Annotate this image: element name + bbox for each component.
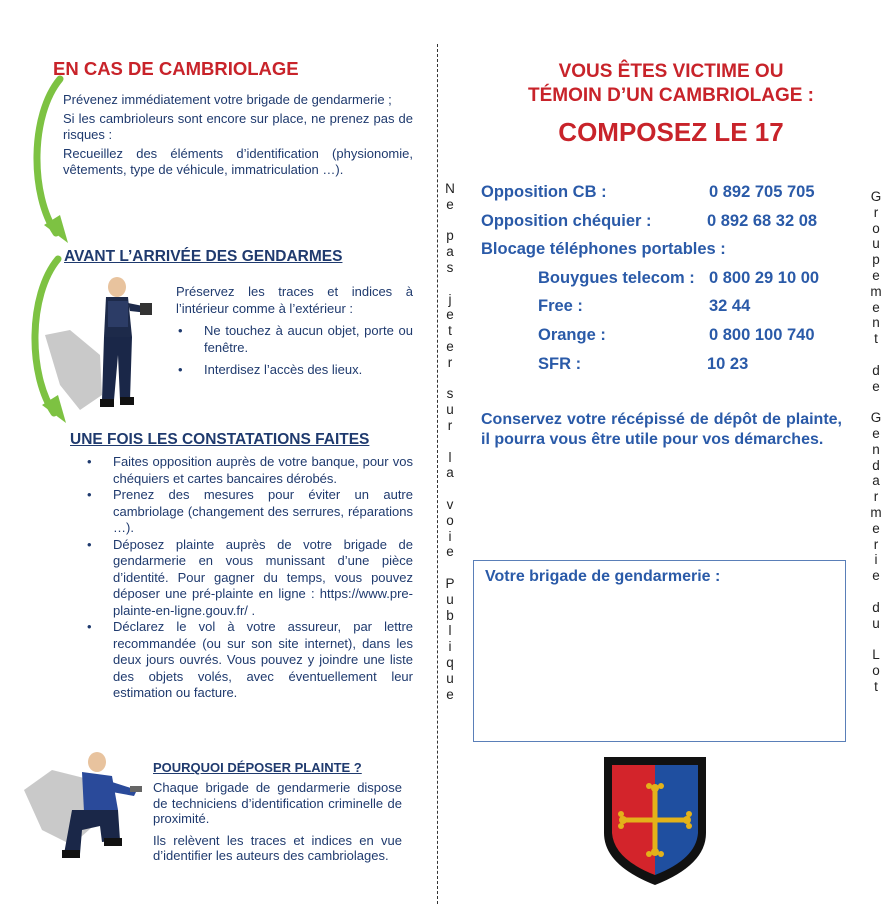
vertical-char: d <box>872 457 880 473</box>
compose-17-heading: COMPOSEZ LE 17 <box>558 117 784 147</box>
vertical-char: G <box>870 410 882 426</box>
vertical-char: t <box>874 678 878 694</box>
why-block <box>153 780 402 864</box>
intro-paragraph-1: Prévenez immédiatement votre brigade de gendarmerie ; <box>63 92 392 107</box>
vertical-char: q <box>446 654 454 670</box>
vertical-char <box>442 434 458 450</box>
vertical-char: r <box>873 489 879 505</box>
vertical-char: n <box>872 315 880 331</box>
operator-label: SFR : <box>538 355 582 373</box>
vertical-char: d <box>872 362 880 378</box>
vertical-char: e <box>446 544 454 560</box>
vertical-char: s <box>446 259 454 275</box>
vertical-char: a <box>446 244 454 260</box>
vertical-text-voie-publique <box>442 181 458 702</box>
intro-paragraph-3: Recueillez des éléments d’identification (physionomie, vêtements, type de véhicule, immatriculation …). <box>63 145 413 177</box>
intro-block <box>63 92 413 179</box>
vertical-char <box>868 394 884 410</box>
phone-label-cheque: Opposition chéquier : <box>481 212 652 230</box>
vertical-char: i <box>874 552 878 568</box>
vertical-char: P <box>445 575 455 591</box>
vertical-char: e <box>872 267 880 283</box>
vertical-char: e <box>872 425 880 441</box>
vertical-char: r <box>447 417 453 433</box>
why-paragraph: Ils relèvent les traces et indices en vue d’identifier les auteurs des cambriolages. <box>153 832 402 863</box>
vertical-char: L <box>872 647 880 663</box>
vertical-char: j <box>448 291 452 307</box>
vertical-char: r <box>873 536 879 552</box>
gendarme-technician-illustration <box>22 750 147 870</box>
vertical-char: e <box>872 520 880 536</box>
fold-divider <box>437 44 438 904</box>
vertical-char: N <box>445 181 455 196</box>
vertical-char: e <box>446 686 454 702</box>
section-title-constatations: UNE FOIS LES CONSTATATIONS FAITES <box>70 431 370 448</box>
operator-number[interactable]: 32 44 <box>709 297 751 315</box>
vertical-char: r <box>873 204 879 220</box>
vertical-char <box>442 371 458 387</box>
brigade-box <box>473 560 846 742</box>
vertical-char: e <box>446 196 454 212</box>
vertical-char: u <box>872 236 880 252</box>
operator-number[interactable]: 10 23 <box>707 355 749 373</box>
after-item: • Prenez des mesures pour éviter un autre cambriolage (changement des serrures, réparations …). <box>85 487 413 537</box>
vertical-char <box>442 213 458 229</box>
after-block <box>85 454 413 702</box>
before-item: • Ne touchez à aucun objet, porte ou fenêtre. <box>176 323 413 356</box>
vertical-char: e <box>872 299 880 315</box>
vertical-char: l <box>448 449 452 465</box>
before-block <box>176 284 413 379</box>
phone-number-cb[interactable]: 0 892 705 705 <box>709 183 815 201</box>
before-item: • Interdisez l’accès des lieux. <box>176 362 413 379</box>
vertical-char: p <box>446 228 454 244</box>
vertical-text-groupement <box>868 189 884 695</box>
vertical-char: e <box>446 307 454 323</box>
vertical-char: t <box>874 331 878 347</box>
victim-heading-line: VOUS ÊTES VICTIME OU <box>558 61 784 82</box>
vertical-char: e <box>872 568 880 584</box>
vertical-char: d <box>872 599 880 615</box>
after-item: • Déposez plainte auprès de votre brigade de gendarmerie en vous munissant d’une pièce d’identité. Pour gagner du temps, vous pouvez déposer une pré-plainte en ligne : https://www.pre-plainte-en-ligne.gouv.fr/ . <box>85 537 413 620</box>
section-title-avant: AVANT L’ARRIVÉE DES GENDARMES <box>64 248 343 265</box>
operator-number[interactable]: 0 800 100 740 <box>709 326 815 344</box>
vertical-char: r <box>447 354 453 370</box>
after-item: • Faites opposition auprès de votre banque, pour vos chéquiers et cartes bancaires dérobés. <box>85 454 413 487</box>
after-item: • Déclarez le vol à votre assureur, par lettre recommandée (ou sur son site internet), dans les deux jours ouvrés. Vous pouvez y joindre une liste des objets volés, avec éventuellement leur estimation ou facture. <box>85 619 413 702</box>
vertical-char: u <box>446 402 454 418</box>
vertical-char: e <box>872 378 880 394</box>
vertical-char: l <box>448 623 452 639</box>
mobile-block-title: Blocage téléphones portables : <box>481 240 726 258</box>
phone-number-cheque[interactable]: 0 892 68 32 08 <box>707 212 818 230</box>
keep-receipt-text: Conservez votre récépissé de dépôt de plainte, il pourra vous être utile pour vos démarches. <box>481 411 842 448</box>
vertical-char: u <box>446 591 454 607</box>
before-intro: Préservez les traces et indices à l’intérieur comme à l’extérieur : <box>176 284 413 316</box>
phone-label-cb: Opposition CB : <box>481 183 607 201</box>
vertical-char: b <box>446 607 454 623</box>
vertical-char: i <box>448 528 452 544</box>
vertical-char: n <box>872 441 880 457</box>
section-title-cambriolage: EN CAS DE CAMBRIOLAGE <box>53 58 299 79</box>
operator-label: Orange : <box>538 326 606 344</box>
operator-label: Free : <box>538 297 583 315</box>
vertical-char: e <box>446 338 454 354</box>
vertical-char: t <box>448 323 452 339</box>
intro-paragraph-2: Si les cambrioleurs sont encore sur place, ne prenez pas de risques : <box>63 110 413 142</box>
gendarme-photographer-illustration <box>40 275 160 415</box>
vertical-char <box>868 347 884 363</box>
vertical-char: o <box>872 220 880 236</box>
vertical-char <box>442 276 458 292</box>
brigade-box-label: Votre brigade de gendarmerie : <box>485 568 721 585</box>
vertical-char: G <box>870 189 882 204</box>
vertical-char: p <box>872 252 880 268</box>
vertical-char: a <box>872 473 880 489</box>
victim-heading <box>470 60 872 108</box>
vertical-char: m <box>870 283 882 299</box>
vertical-char: a <box>446 465 454 481</box>
why-paragraph: Chaque brigade de gendarmerie dispose de techniciens d’identification criminelle de proximité. <box>153 780 402 826</box>
vertical-char <box>442 481 458 497</box>
vertical-char <box>868 584 884 600</box>
vertical-char: s <box>446 386 454 402</box>
section-title-plainte: POURQUOI DÉPOSER PLAINTE ? <box>153 760 362 775</box>
vertical-char: i <box>448 639 452 655</box>
victim-heading-line: TÉMOIN D’UN CAMBRIOLAGE : <box>527 85 815 106</box>
operator-number[interactable]: 0 800 29 10 00 <box>709 269 820 287</box>
vertical-char: u <box>872 615 880 631</box>
vertical-char: v <box>446 496 454 512</box>
vertical-char: u <box>446 670 454 686</box>
vertical-char: o <box>446 512 454 528</box>
vertical-char <box>442 560 458 576</box>
vertical-char: m <box>870 504 882 520</box>
operator-label: Bouygues telecom : <box>538 269 695 287</box>
gendarmerie-lot-badge-icon <box>600 753 710 889</box>
vertical-char: o <box>872 662 880 678</box>
vertical-char <box>868 631 884 647</box>
